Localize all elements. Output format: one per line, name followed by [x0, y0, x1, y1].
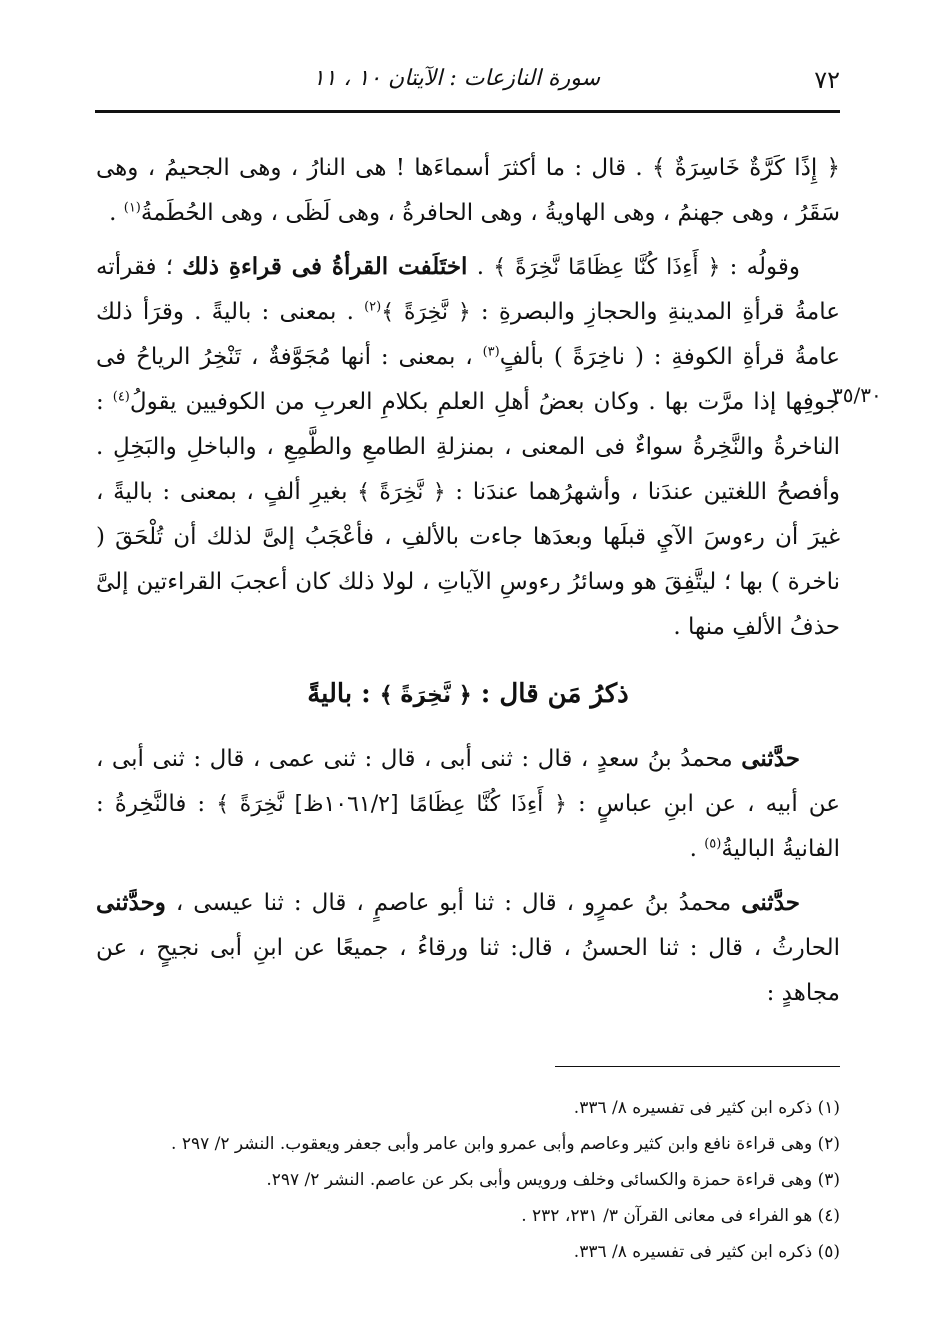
footnote-5: (٥) ذكره ابن كثير فى تفسيره ٨/ ٣٣٦.	[573, 1242, 840, 1262]
paragraph-1	[96, 146, 840, 236]
paragraph-3	[96, 736, 840, 872]
p2-a: وقولُه :	[720, 254, 800, 280]
p1-end: .	[109, 200, 124, 226]
subhead-b: : باليةً	[307, 679, 380, 709]
page-number: ٧٢	[814, 66, 840, 94]
p4-bold2: وحدَّثنى	[96, 889, 166, 916]
p4-a: محمدُ بنُ عمرٍو ، قال : ثنا أبو عاصمٍ ، قال : ثنا عيسى ،	[165, 890, 742, 916]
p2-bold: اختَلَفت القرأةُ فى قراءةِ ذلك	[182, 253, 468, 280]
header-rule	[95, 110, 840, 113]
p2-d: . بمعنى : باليةً . وقرَأ ذلك عامةُ قرأةِ الكوفةِ : ( ناخِرَةً ) بألفٍ	[96, 299, 841, 370]
margin-reference: ٣٥/٣٠	[832, 383, 882, 407]
footnote-ref-4: (٤)	[112, 389, 130, 405]
paragraph-2	[96, 244, 840, 650]
quran-quote-1: ﴿ أَءِذَا كُنَّا عِظَامًا نَّخِرَةً ﴾	[493, 255, 721, 280]
p3-end: .	[689, 836, 705, 862]
footnote-ref-1: (١)	[123, 200, 141, 216]
footnote-ref-2: (٢)	[364, 299, 382, 315]
p3-a: محمدُ بنُ سعدٍ ، قال : ثنى أبى ، قال : ثنى عمى ، قال : ثنى أبى ، عن أبيه ، عن ابنِ عباسٍ :	[96, 746, 840, 817]
paragraph-4	[96, 880, 840, 1016]
p2-f: : الناخرةُ والنَّخِرةُ سواءٌ فى المعنى ، بمنزلةِ الطامعِ والطَّمِعِ ، والباخلِ والبَخِلِ . وأفصحُ اللغتين عندَنا ، وأشهرُهما عندَنا :	[96, 389, 840, 505]
p3-bold: حدَّثنى	[741, 745, 800, 772]
quran-quote-2: ﴿ نَّخِرَةً ﴾	[381, 300, 471, 325]
p2-c: ؛ فقرأته عامةُ قرأةِ المدينةِ والحجازِ والبصرةِ :	[96, 254, 840, 325]
p1-line2: وهى جهنمُ ، وهى الهاويةُ ، وهى الحافرةُ ، وهى لَظَى ، وهى الحُطَمةُ	[140, 200, 775, 226]
p2-e: ، بمعنى : أنها مُجَوَّفةٌ ، تَنْخِرُ الرياحُ فى جوفِها إذا مرَّت بها . وكان بعضُ أهلِ العلمِ بكلامِ العربِ من الكوفيين يقولُ	[96, 344, 840, 415]
footnote-ref-5: (٥)	[704, 836, 722, 852]
quran-quote-4: ﴿ أَءِذَا كُنَّا عِظَامًا [١٠٦١/٢ظ] نَّخِرَةً ﴾	[216, 792, 567, 817]
section-heading	[96, 672, 840, 718]
p1-line1: ﴿ إِذًا كَرَّةٌ خَاسِرَةٌ ﴾ . قال : ما أكثرَ أسماءَها ! هى النارُ ، وهى الجحيمُ ، وهى سَقَرُ ،	[96, 155, 840, 226]
page-header	[95, 56, 840, 108]
footnote-2: (٢) وهى قراءة نافع وابن كثير وعاصم وأبى عمرو وابن عامر وأبى جعفر ويعقوب. النشر ٢/ ٢٩٧ .	[171, 1134, 840, 1154]
subhead-quran: ﴿ نَّخِرَةً ﴾	[379, 683, 472, 708]
p4-bold1: حدَّثنى	[741, 889, 800, 916]
p4-b: الحارثُ ، قال : ثنا الحسنُ ، قال: ثنا ورقاءُ ، جميعًا عن ابنِ أبى نجيحٍ ، عن مجاهدٍ :	[96, 935, 840, 1006]
p3-b: : فالنَّخِرةُ : الفانيةُ الباليةُ	[96, 791, 840, 862]
running-title: سورة النازعات : الآيتان ١٠ ، ١١	[312, 66, 600, 91]
footnote-4: (٤) هو الفراء فى معانى القرآن ٣/ ٢٣١، ٢٣٢ .	[521, 1206, 840, 1226]
footnote-ref-3: (٣)	[482, 344, 500, 360]
footnote-3: (٣) وهى قراءة حمزة والكسائى وخلف ورويس وأبى بكر عن عاصم. النشر ٢/ ٢٩٧.	[266, 1170, 840, 1190]
p2-g: بغيرِ ألفٍ ، بمعنى : باليةً ، غيرَ أن رءوسَ الآيِ قبلَها وبعدَها جاءت بالألفِ ، فأعْجَبُ إلىَّ لذلك أن تُلْحَقَ ( ناخرة ) بها ؛ ليتَّفِقَ هو وسائرُ رءوسِ الآياتِ ، لولا ذلك كان أعجبَ القراءتين إلىَّ حذفُ الألفِ منها .	[96, 479, 840, 640]
footnote-rule	[555, 1066, 840, 1067]
subhead-a: ذكرُ مَن قال :	[471, 679, 629, 709]
quran-quote-3: ﴿ نَّخِرَةً ﴾	[357, 480, 446, 505]
p2-b: .	[467, 254, 494, 280]
footnote-1: (١) ذكره ابن كثير فى تفسيره ٨/ ٣٣٦.	[573, 1098, 840, 1118]
footnotes	[96, 1090, 840, 1270]
main-text	[96, 146, 840, 1024]
